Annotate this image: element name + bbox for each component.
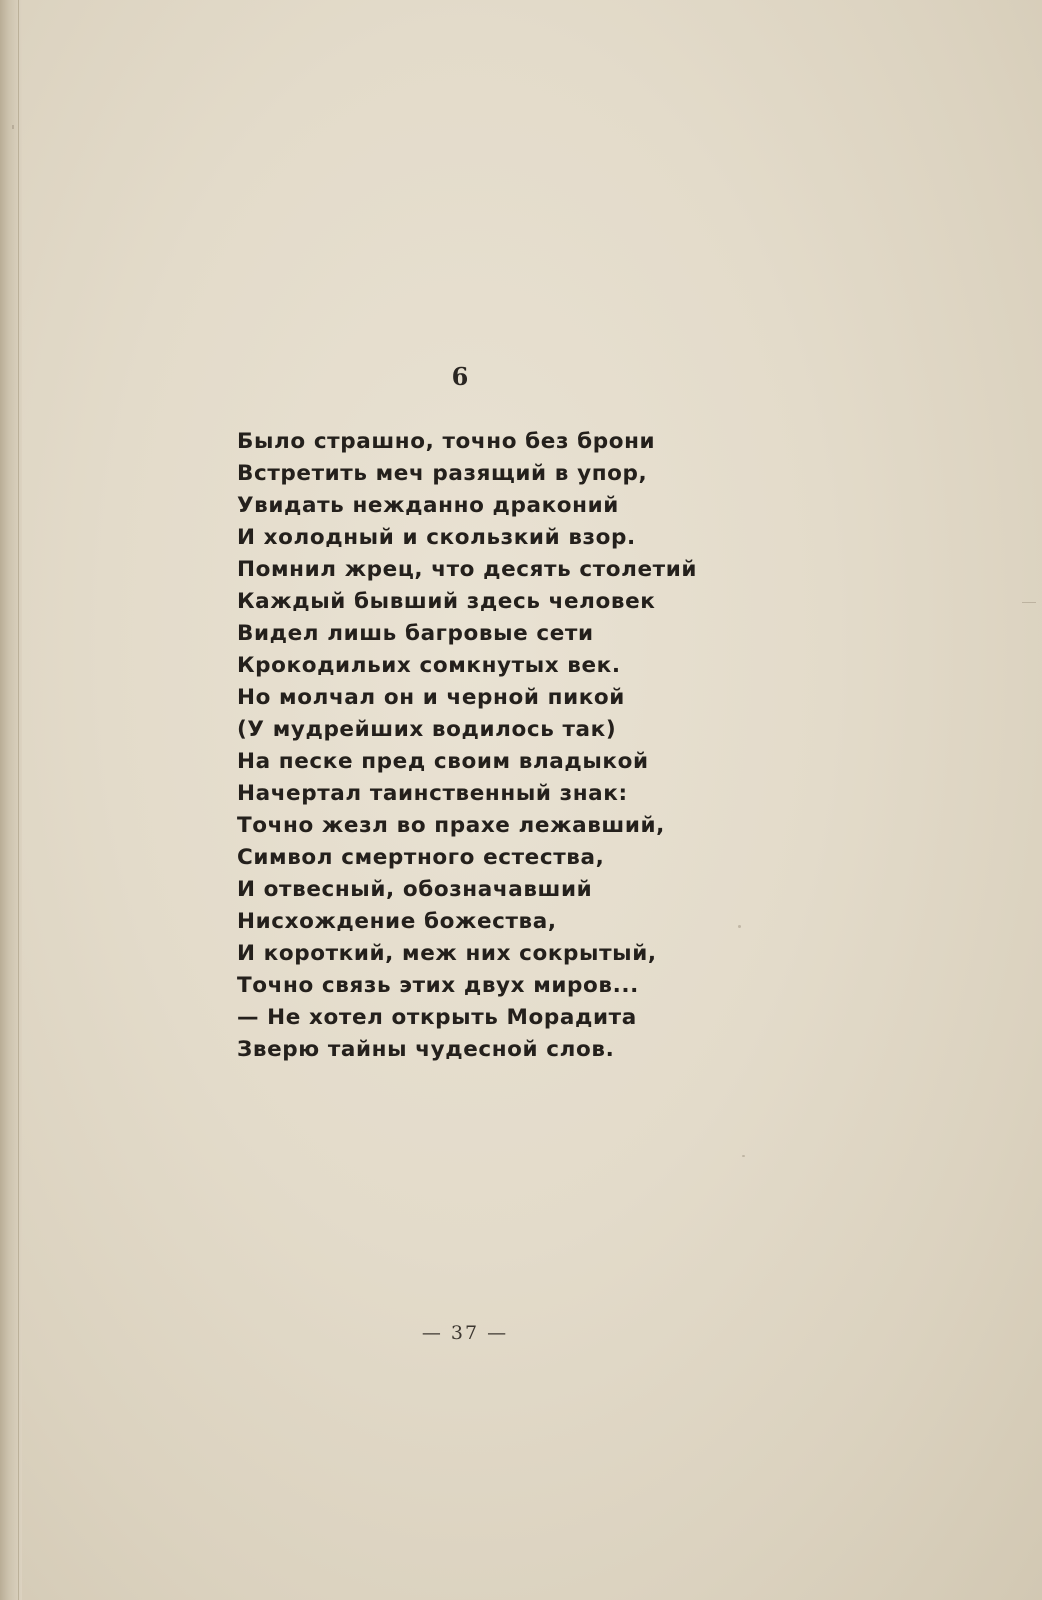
- poem-line: Точно жезл во прахе лежавший,: [237, 813, 665, 838]
- poem-line: И холодный и скользкий взор.: [237, 525, 636, 550]
- poem-line: И короткий, меж них сокрытый,: [237, 941, 657, 966]
- spine-edge-line: [18, 0, 19, 1600]
- poem-line: Но молчал он и черной пикой: [237, 685, 625, 710]
- poem-line: На песке пред своим владыкой: [237, 749, 649, 774]
- poem-line: — Не хотел открыть Морадита: [237, 1005, 637, 1030]
- poem-line: Символ смертного естества,: [237, 845, 605, 870]
- page-number: — 37 —: [421, 1322, 509, 1344]
- paper-speck: [12, 125, 14, 129]
- poem-line: Встретить меч разящий в упор,: [237, 461, 648, 486]
- paper-speck: [742, 1155, 745, 1157]
- poem-line: И отвесный, обозначавший: [237, 877, 593, 902]
- poem-line: Было страшно, точно без брони: [237, 429, 656, 454]
- poem-line: Нисхождение божества,: [237, 909, 557, 934]
- poem-line: Каждый бывший здесь человек: [237, 589, 656, 614]
- poem-line: Крокодильих сомкнутых век.: [237, 653, 621, 678]
- poem-line: Помнил жрец, что десять столетий: [237, 557, 698, 582]
- poem-line: Зверю тайны чудесной слов.: [237, 1037, 615, 1062]
- poem-line: Видел лишь багровые сети: [237, 621, 594, 646]
- poem-line: Точно связь этих двух миров...: [237, 973, 639, 998]
- poem-line: (У мудрейших водилось так): [237, 717, 617, 742]
- poem-line: Увидать нежданно драконий: [237, 493, 619, 518]
- paper-speck: [1022, 602, 1036, 603]
- poem-stanza: [237, 426, 697, 1066]
- poem-line: Начертал таинственный знак:: [237, 781, 628, 806]
- section-number: 6: [451, 362, 469, 391]
- paper-speck: [738, 925, 741, 928]
